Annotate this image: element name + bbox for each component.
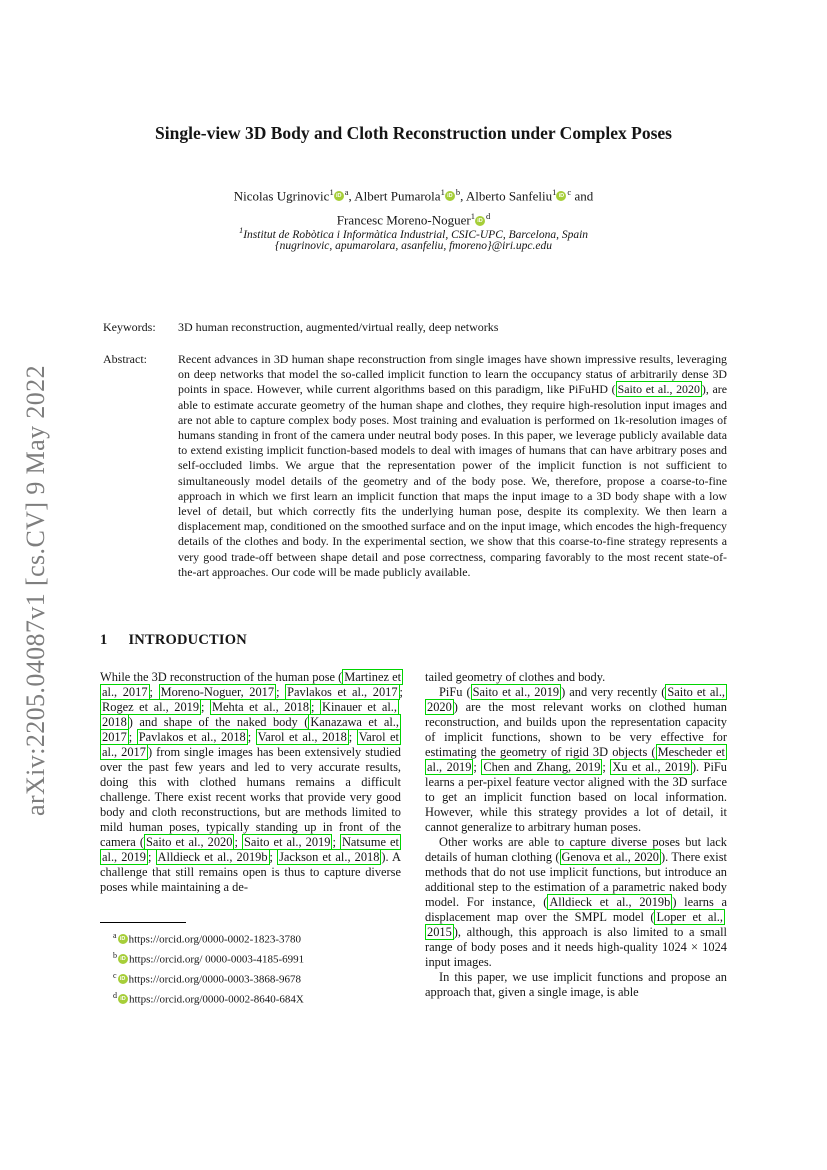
citation-link[interactable]: Chen and Zhang, 2019 [483, 760, 601, 774]
section-number: 1 [100, 632, 108, 648]
paragraph: Other works are able to capture diverse poses but lack details of human clothing ( Genova et al., 2020 ). There exist methods that do not use implicit functions, but introduce an additional step to the estimation of a parametric naked body model. For instance, ( Alldieck et al., 2019b ) learns a displacement map over the SMPL model ( Loper et al., 2015 ), although, this approach is also limited to a small range of body poses and it needs high-quality 1024 × 1024 input images. [425, 835, 728, 969]
orcid-icon: iD [118, 934, 128, 944]
citation-link[interactable]: Xu et al., 2019 [612, 760, 690, 774]
footnote [100, 928, 401, 948]
citation-link[interactable]: Saito et al., 2020 [427, 685, 726, 714]
citation-link[interactable]: Mehta et al., 2018 [212, 700, 310, 714]
paragraph: In this paper, we use implicit functions and propose an approach that, given a single image, is able [425, 970, 727, 999]
citation-link[interactable]: Rogez et al., 2019 [102, 700, 200, 714]
page-title: Single-view 3D Body and Cloth Reconstruction under Complex Poses [155, 123, 672, 143]
abstract-label: Abstract: [103, 352, 147, 366]
citation-link[interactable]: Varol et al., 2018 [257, 730, 347, 744]
orcid-icon: iD [118, 974, 128, 984]
footnote [100, 968, 401, 988]
orcid-link[interactable]: https://orcid.org/ 0000-0003-4185-6991 [129, 953, 305, 966]
citation-link[interactable]: Mescheder et al., 2019 [427, 745, 725, 774]
citation-link[interactable]: Saito et al., 2020 [617, 382, 700, 397]
citation-link[interactable]: Moreno-Noguer, 2017 [160, 685, 275, 699]
citation-link[interactable]: Saito et al., 2019 [472, 685, 560, 699]
orcid-link[interactable]: https://orcid.org/0000-0002-8640-684X [129, 994, 304, 1007]
citation-link[interactable]: Varol et al., 2017 [102, 730, 399, 759]
arxiv-watermark: arXiv:2205.04087v1 [cs.CV] 9 May 2022 [21, 365, 50, 817]
author-affiliation-sup: 1 [552, 187, 557, 197]
footnote [100, 948, 401, 968]
footnote-marker: d [113, 991, 117, 1001]
orcid-icon[interactable]: iD [556, 191, 566, 201]
paragraph: tailed geometry of clothes and body. [425, 670, 606, 684]
affiliation-text: Institut de Robòtica i Informàtica Industrial, CSIC-UPC, Barcelona, Spain [243, 228, 589, 241]
orcid-link[interactable]: https://orcid.org/0000-0002-1823-3780 [128, 933, 301, 946]
orcid-icon[interactable]: iD [475, 216, 485, 226]
keywords-label: Keywords: [103, 320, 156, 334]
citation-link[interactable]: Kinauer et al., 2018 [102, 700, 398, 729]
orcid-icon[interactable]: iD [445, 191, 455, 201]
author-orcid-sup: d [485, 211, 491, 222]
paragraph: PiFu ( Saito et al., 2019 ) and very recently ( Saito et al., 2020 ) are the most relevant works on clothed human reconstruction, and builds upon the representation capacity of implicit functions, shown to be very effective for estimating the geometry of rigid 3D objects ( Mescheder et al., 2019 ; Chen and Zhang, 2019 ; Xu et al., 2019 ). PiFu learns a per-pixel feature vector aligned with the 3D surface to get an implicit function based on local information. However, while this strategy provides a lot of detail, it cannot generalize to arbitrary human poses. [425, 685, 727, 834]
citation-link[interactable]: Saito et al., 2019 [243, 835, 331, 849]
citation-link[interactable]: Natsume et al., 2019 [102, 835, 399, 864]
citation-link[interactable]: Kanazawa et al., 2017 [102, 715, 399, 744]
affiliation-sup: 1 [238, 225, 244, 235]
citation-link[interactable]: Saito et al., 2020 [145, 835, 233, 849]
author-name: Alberto Sanfeliu [465, 188, 553, 204]
citation-link[interactable]: Pavlakos et al., 2017 [287, 685, 398, 699]
column-right [425, 670, 727, 1000]
orcid-icon: iD [118, 994, 128, 1004]
footnotes-block [100, 922, 401, 1009]
authors-line: Nicolas Ugrinovic$^1$ iD $^a$, Albert Pumarola$^1$ iD $^b$, Alberto Sanfeliu$^1$ iD $^c$ and Francesc Moreno-Noguer$^1$ iD $^d$ [233, 187, 594, 228]
orcid-link[interactable]: https://orcid.org/0000-0003-3868-9678 [128, 973, 301, 986]
affiliation-line [100, 225, 727, 241]
footnote [100, 988, 401, 1008]
author-affiliation-sup: 1 [440, 187, 445, 197]
author-name: Nicolas Ugrinovic [233, 188, 330, 204]
keywords-value: 3D human reconstruction, augmented/virtual really, deep networks [178, 320, 499, 334]
section-title: INTRODUCTION [128, 632, 247, 648]
column-left [100, 670, 401, 924]
paragraph: While the 3D reconstruction of the human pose ( Martinez et al., 2017 ; Moreno-Noguer, 2017 ; Pavlakos et al., 2017 ; Rogez et al., 2019 ; Mehta et al., 2018 ; Kinauer et al., 2018 ) and shape of the naked body ( Kanazawa et al., 2017 ; Pavlakos et al., 2018 ; Varol et al., 2018 ; Varol et al., 2017 ) from single images has been extensively studied over the past few years and led to very accurate results, doing this with clothed humans remains a difficult challenge. There exist recent works that provide very good body and cloth reconstructions, but are methods limited to mild human poses, typically standing up in front of the camera ( Saito et al., 2020 ; Saito et al., 2019 ; Natsume et al., 2019 ; Alldieck et al., 2019b ; Jackson et al., 2018 ). A challenge that still remains open is thus to capture diverse poses while maintaining a de- [100, 670, 403, 894]
footnote-marker: b [113, 951, 117, 961]
author-affiliation-sup: 1 [329, 187, 334, 197]
citation-link[interactable]: Alldieck et al., 2019b [157, 850, 268, 864]
abstract-text: Recent advances in 3D human shape reconstruction from single images have shown impressive results, leveraging on deep networks that model the so-called implicit function to learn the occupancy status of arbitrarily dense 3D points in space. However, while current algorithms based on this paradigm, like PiFuHD ( Saito et al., 2020 ), are able to estimate accurate geometry of the human shape and clothes, they require high-resolution input images and are not able to capture complex body poses. Most training and evaluation is performed on 1k-resolution images of humans standing in front of the camera under neutral body poses. In this paper, we leverage publicly available data to extend existing implicit function-based models to deal with images of humans that can have arbitrary poses and self-occluded limbs. We argue that the representation power of the implicit function is not sufficient to simultaneously model details of the geometry and of the body pose. We, therefore, propose a coarse-to-fine approach in which we first learn an implicit function that maps the input image to a 3D body shape with a low level of detail, but which correctly fits the underlying human pose, despite its complexity. We then learn a displacement map, conditioned on the smoothed surface and on the input image, which encodes the high-frequency details of the clothes and body. In the experimental section, we show that this coarse-to-fine strategy represents a very good trade-off between shape detail and pose correctness, comparing favorably to the most recent state-of-the-art approaches. Our code will be made publicly available. [178, 352, 727, 579]
footnote-marker: a [113, 931, 117, 940]
citation-link[interactable]: Alldieck et al., 2019b [549, 895, 671, 909]
footnote-marker: c [113, 971, 117, 981]
citation-link[interactable]: Pavlakos et al., 2018 [138, 730, 246, 744]
section-heading [100, 632, 247, 649]
orcid-icon: iD [118, 954, 128, 964]
citation-link[interactable]: Genova et al., 2020 [561, 850, 659, 864]
footnote-rule [100, 922, 186, 923]
emails-line: {nugrinovic, apumarolara, asanfeliu, fmoreno}@iri.upc.edu [274, 240, 553, 252]
citation-link[interactable]: Jackson et al., 2018 [279, 850, 380, 864]
footnote-list [100, 928, 401, 1009]
author-affiliation-sup: 1 [470, 211, 475, 222]
author-orcid-sup: a [344, 187, 349, 197]
author-orcid-sup: c [567, 187, 572, 197]
orcid-icon[interactable]: iD [334, 191, 344, 201]
author-name: Albert Pumarola [354, 188, 441, 204]
citation-link[interactable]: Martinez et al., 2017 [102, 670, 402, 699]
author-orcid-sup: b [455, 187, 461, 197]
author-name: Francesc Moreno-Noguer [336, 212, 471, 228]
citation-link[interactable]: Loper et al., 2015 [427, 910, 723, 939]
